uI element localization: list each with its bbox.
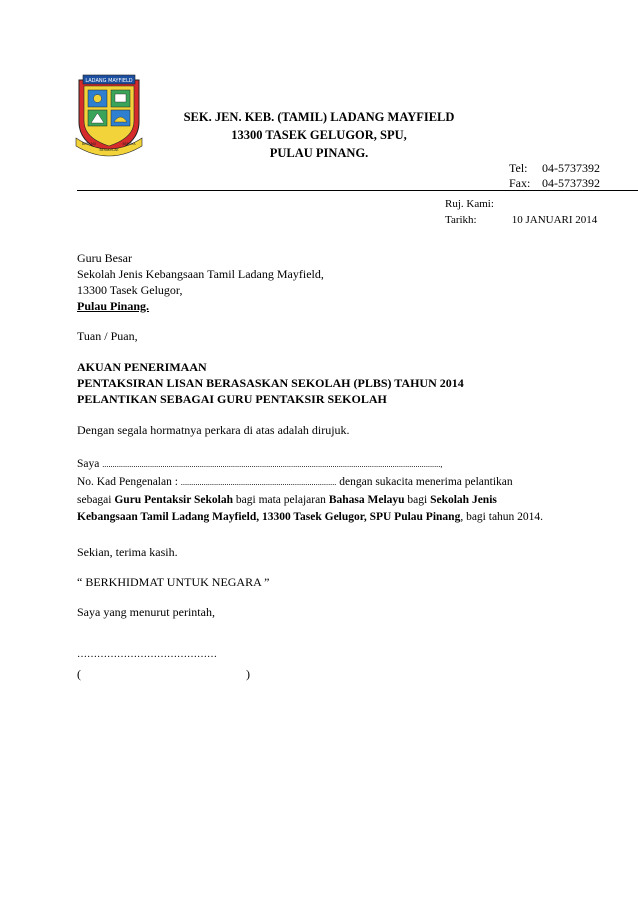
school-name: SEK. JEN. KEB. (TAMIL) LADANG MAYFIELD: [183, 110, 455, 124]
signature-paren-close: ): [246, 667, 250, 681]
ic-blank: ...........................................................................: [180, 478, 337, 487]
ic-rest-text: dengan sukacita menerima pelantikan: [339, 476, 513, 488]
name-label: Saya: [77, 458, 100, 470]
appointment-year: , bagi tahun 2014.: [460, 511, 544, 523]
reference-line: [445, 198, 509, 210]
recipient-title: Guru Besar: [77, 251, 132, 265]
ic-label: No. Kad Pengenalan :: [77, 476, 178, 488]
fax-line: [509, 176, 600, 191]
name-blank: ...................................................................................................................................................................,: [102, 460, 443, 469]
tel-value: 04-5737392: [542, 161, 600, 175]
subject-line-2: PENTAKSIRAN LISAN BERASASKAN SEKOLAH (PLBS) TAHUN 2014: [77, 376, 464, 390]
appointment-school-rest: Kebangsaan Tamil Ladang Mayfield, 13300 Tasek Gelugor, SPU Pulau Pinang: [77, 511, 461, 523]
appointment-text-a: sebagai: [77, 494, 115, 506]
tel-line: [509, 161, 600, 176]
appointment-role: Guru Pentaksir Sekolah: [114, 494, 234, 506]
salutation: Tuan / Puan,: [77, 329, 138, 343]
signature-paren-open: (: [77, 667, 81, 681]
appointment-text-e: bagi: [404, 494, 431, 506]
subject-line-3: PELANTIKAN SEBAGAI GURU PENTAKSIR SEKOLAH: [77, 392, 387, 406]
closing-thanks: Sekian, terima kasih.: [77, 545, 178, 559]
recipient-state: Pulau Pinang.: [77, 299, 150, 313]
date-label: Tarikh:: [445, 214, 477, 226]
crest-motto-2: BERAKHLAK: [99, 148, 119, 152]
appointment-subject: Bahasa Melayu: [328, 494, 405, 506]
recipient-school: Sekolah Jenis Kebangsaan Tamil Ladang Mayfield,: [77, 267, 324, 281]
signature-line: ……………………………………: [77, 649, 217, 660]
closing-motto: “ BERKHIDMAT UNTUK NEGARA ”: [77, 575, 270, 589]
reference-label: Ruj. Kami:: [445, 198, 494, 210]
fax-value: 04-5737392: [542, 176, 600, 190]
school-state-line: PULAU PINANG.: [269, 146, 369, 160]
date-value: 10 JANUARI 2014: [511, 214, 598, 226]
tel-label: Tel:: [509, 161, 528, 175]
crest-motto-3: BERJAYA: [122, 142, 136, 146]
ic-fill-line: [77, 476, 513, 488]
appointment-line-2: [77, 511, 543, 523]
school-address-line: 13300 TASEK GELUGOR, SPU,: [231, 128, 407, 142]
name-fill-line: [77, 458, 442, 470]
crest-banner-text: LADANG MAYFIELD: [85, 78, 133, 84]
subject-line-1: AKUAN PENERIMAAN: [77, 360, 207, 374]
letterhead-divider: [77, 190, 638, 191]
date-line: [445, 214, 597, 226]
fax-label: Fax:: [509, 176, 531, 190]
appointment-text-c: bagi mata pelajaran: [233, 494, 329, 506]
crest-motto-1: BERILMU: [81, 142, 97, 146]
opening-sentence: Dengan segala hormatnya perkara di atas adalah dirujuk.: [77, 423, 350, 437]
appointment-line-1: [77, 494, 497, 506]
appointment-school-start: Sekolah Jenis: [430, 494, 497, 506]
closing-order: Saya yang menurut perintah,: [77, 605, 215, 619]
recipient-postcode: 13300 Tasek Gelugor,: [77, 283, 183, 297]
